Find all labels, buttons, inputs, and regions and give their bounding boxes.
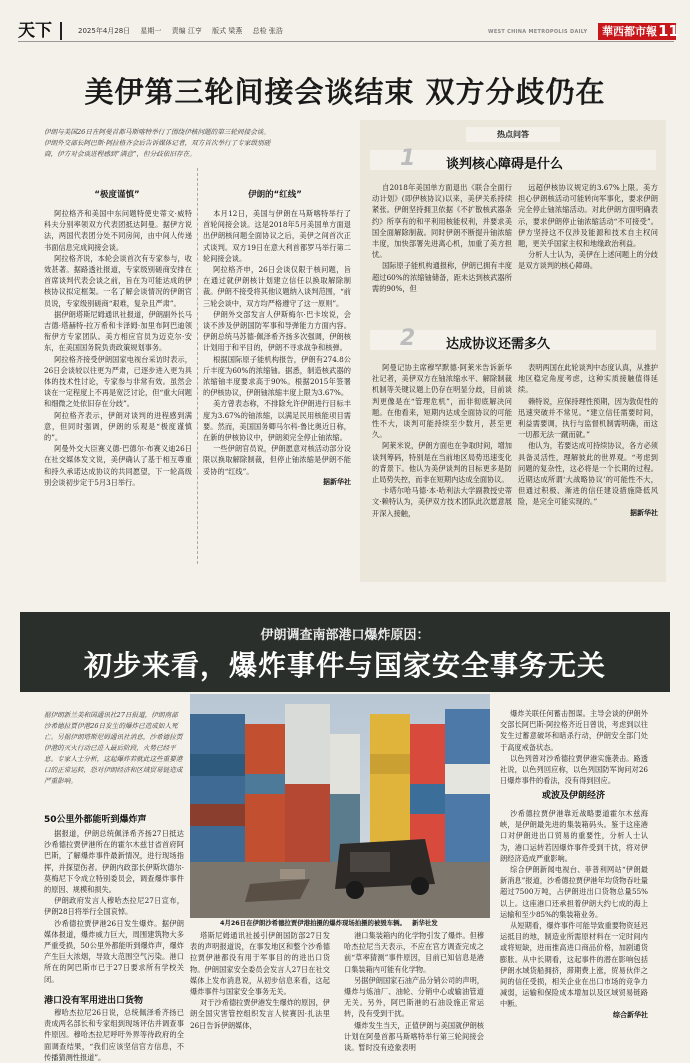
paragraph: 国际原子能机构通报称，伊朗已拥有丰度超过60%的浓缩铀储备，距未达到核武器所需的90%，但 — [372, 261, 512, 293]
paragraph: 以色列曾对沙希德拉贾伊港实施袭击。路透社说，以色列回应称，以色列国防军询问对26日爆炸事件的看法，没有得到回应。 — [500, 753, 648, 786]
paragraph: 另据伊朗国家石油产品分销公司的声明，爆炸与炼油厂、油轮、分销中心或输油管道无关。另外，阿巴斯港的石油设施正常运转，没有受到干扰。 — [344, 975, 484, 1019]
paragraph: 阿拉格齐申，26日会谈仅限于核问题，旨在通过就伊朗核计划建立信任以换取解除制裁。伊朗不接受将其他议题纳入谈判范围，“前三轮会谈中，双方均严格遵守了这一原则”。 — [203, 265, 351, 308]
qa2-title: 达成协议还需多久 — [446, 337, 551, 352]
headline-main: 美伊第三轮间接会谈结束 双方分歧仍在 — [84, 75, 606, 109]
paragraph: 据伊朗塔斯尼姆通讯社报道，伊朗副外长马吉德·塔赫特-拉万希和卡泽姆·加里布阿巴迪领衔伊方专家团队。美方相应官员为迈克尔·安东，在美国国务院负责政策规划事务。 — [44, 309, 192, 353]
qa2-col-a — [372, 362, 512, 519]
qa1-title: 谈判核心障碍是什么 — [446, 157, 564, 172]
paragraph: 赖特说，应保持理性预期，因为敦促性的迅速突破并不常见。“建立信任需要时间，利益需要调，执行与监督机制需明确，而这一切都无法一蹴而就。” — [518, 396, 658, 440]
paragraph: 本月12日，美国与伊朗在马斯喀特举行了首轮间接会谈。这是2018年5月美国单方面退出伊朗核问题全面协议之后，美伊之间首次正式谈判。双方19日在意大利首都罗马举行第二轮间接会谈。 — [203, 209, 351, 263]
paragraph: 阿拉格齐表示，伊朗对谈判的进程感到满意，但同时强调，伊朗的乐观是“极度谨慎的”。 — [44, 410, 192, 443]
col1-subhead: “极度谨慎” — [94, 190, 140, 200]
article2-lead: 据伊朗新兰美和国通讯社27日报道，伊朗南部沙希德拉贾伊港26日发生的爆炸已造成如人死亡。另据伊朗塔斯尼姆通讯社消息，沙希德拉贾伊港的灭火行动已进入最后阶段，火势已经平息。专家人士分析，这起爆炸若就此这些重要港口的正常运转，恐对伊朗经济和区域贸易链造成严重影响。 — [44, 711, 183, 785]
qa1-col-b — [518, 182, 658, 272]
qa1-number: 1 — [400, 146, 416, 171]
article2-col1b — [44, 1007, 184, 1063]
photo-illustration — [190, 694, 490, 918]
article1-col1 — [44, 208, 192, 488]
paragraph: 伊朗政府发言人穆哈杰拉尼27日宣布，伊朗28日将举行全国哀悼。 — [44, 896, 184, 917]
caption-text: 4月26日在伊朗沙希德拉贾伊港拍摄的爆炸现场拍摄的被毁车辆。 — [220, 919, 406, 927]
caption-credit: 新华社发 — [412, 919, 438, 927]
page-header — [18, 21, 679, 42]
column-divider — [197, 168, 198, 564]
byline: 综合新华社 — [613, 1010, 648, 1019]
paragraph: 自2018年美国单方面退出《联合全面行动计划》(即伊核协议)以来，美伊关系持续紧张。伊朗坚持拥卫依据《不扩散核武器条约》所享有的和平利用核能权利，并要求美国全面解除制裁。同时伊朗不断提升铀浓缩丰度，加快部署先进离心机，加重了美方担忧。 — [372, 183, 512, 260]
paragraph: 阿曼外交大臣赛义德·巴德尔·布赛义迪26日在社交媒体发文说，美伊确认了基于相互尊重和持久承诺达成协议的共同愿望，下一轮高级别会谈初步定于5月3日举行。 — [44, 444, 192, 487]
qa-tag: 热点问答 — [466, 127, 560, 142]
blast-scene-photo — [190, 694, 490, 918]
paragraph: 据报道，伊朗总统佩泽希齐扬27日抵达沙希德拉贾伊港所在的霍尔木兹甘省首府阿巴斯，了解爆炸事件最新情况，进行现场指挥，并探望伤者。伊朗内政部长伊斯坎德尔·莫梅尼下令成立特别委员会，调查爆炸事件的原因、规模和损失。 — [44, 829, 184, 895]
headline2-kicker: 伊朗调查南部港口爆炸原因： — [260, 628, 430, 643]
qa2-col-b — [518, 362, 658, 518]
section-name: 天下 — [18, 22, 62, 40]
article2-col3 — [344, 930, 484, 1053]
paragraph: 从短期看，爆炸事件可能导致重要物资延迟运抵目的地，制造业所需原材料在一定时间内或将短缺，进而推高进口商品价格，加剧通货膨胀。从中长期看，这起事件的潜在影响包括伊朗水域货船拥挤，滞期费上涨，贸易伙伴之间的信任受损，相关企业在出口市场的竞争力减弱，运输和保险成本增加以及区域贸易链路中断。 — [500, 921, 648, 1009]
paragraph: 综合伊朗新闻电视台、菲普利网站“伊朗最新消息”报道，沙希德拉贾伊港年均货物吞吐量超过7500万吨，占伊朗进出口货物总量55%以上。这座港口还承担着伊朗大约七成的海上运输和至少85%的集装箱业务。 — [500, 865, 648, 919]
page-number: 11 — [658, 22, 679, 40]
paragraph: 爆炸发生当天，正值伊朗与美国就伊朗核计划在阿曼首都马斯喀特举行第三轮间接会谈。暂时没有迹象表明 — [344, 1020, 484, 1053]
article1-col2 — [203, 208, 351, 487]
article2-subhead-2: 港口没有军用进出口货物 — [44, 996, 144, 1006]
paragraph: 爆炸关联任何蓄击图谋。主导会谈的伊朗外交部长阿巴斯·阿拉格齐近日曾说，考虑到以往发生过蓄意破坏和暗杀行动，伊朗安全部门处于高度戒备状态。 — [500, 709, 648, 752]
article2-col4a — [500, 708, 648, 786]
article2-col4b — [500, 808, 648, 1020]
paragraph: 阿拉格齐和美国中东问题特使史蒂文·威特科夫分别率领双方代表团抵达阿曼。据伊方说法，两国代表团分处不同房间，由中间人传递书面信息完成间接会谈。 — [44, 209, 192, 252]
byline: 据新华社 — [323, 477, 351, 486]
issue-meta — [78, 26, 291, 36]
article2-subhead-1: 50公里外都能听到爆炸声 — [44, 815, 147, 825]
photo-caption — [220, 918, 480, 927]
paragraph: 伊朗外交部发言人伊斯梅尔·巴卡埃说，会谈不涉及伊朗国防军事和导弹能力方面内容。伊朗总统马苏德·佩泽希齐扬多次强调，伊朗核计划用于和平目的，伊朗不寻求战争和核弹。 — [203, 309, 351, 353]
paragraph: 卡塔尔哈马德·本·哈利法大学副教授史蒂文·赖特认为，美伊双方技术团队此次愿意展开深入接触， — [372, 486, 512, 518]
headline2: 初步来看，爆炸事件与国家安全事务无关 — [83, 649, 606, 682]
paragraph: 阿莱米说，伊朗方面也在争取时间，增加谈判筹码，特别是在当前地区局势迅速变化的背景下。他认为美伊谈判的目标更多是防止局势失控，而非在短期内达成全面协议。 — [372, 441, 512, 485]
paragraph: 对于沙希德拉贾伊港发生爆炸的原因，伊朗全国灾害管控组织发言人侯赛因·扎法里26日告诉伊朗媒体， — [190, 998, 330, 1030]
paragraph: 远超伊核协议规定的3.67%上限。美方担心伊朗核活动可能转向军事化，要求伊朗完全停止铀浓缩活动。对此伊朗方面明确表示，要求伊朗停止铀浓缩活动“不可接受”。伊方坚持这不仅涉及能源和技术自主权问题，更关乎国家主权和地缘政治利益。 — [518, 183, 658, 249]
article2-col2 — [190, 930, 330, 1031]
paragraph: 穆哈杰拉尼26日说，总统佩泽希齐扬已责成两名部长和专家组到现场评估并调查事件原因。穆哈杰拉尼呼吁外界等待政府的全面调查结果，“我们应该坚信官方信息，不传播猜测性报道”。 — [44, 1008, 184, 1062]
paragraph: 沙希德拉贾伊港靠近战略要道霍尔木兹海峡，是伊朗最先进的集装箱码头。鉴于这座港口对伊朗进出口贸易的重要性，分析人士认为，港口运转若因爆炸事件受到干扰，将对伊朗经济造成严重影响。 — [500, 809, 648, 863]
paragraph: 分析人士认为，美伊在上述问题上的分歧是双方谈判的核心障碍。 — [518, 250, 658, 271]
paragraph: 阿拉格齐说，本轮会谈首次有专家参与，收效甚著。据路透社报道，专家级别磋商安排在首席谈判代表会谈之前，旨在为可能达成的伊核协议拟定框架。一名了解会谈情况的伊朗官员说，专家级别磋商“艰难，复杂且严肃”。 — [44, 253, 192, 308]
designer-credit: 版式 梁燕 — [212, 27, 243, 35]
col2-subhead: 伊朗的“红线” — [248, 190, 302, 200]
article2-subhead-3: 或波及伊朗经济 — [542, 791, 606, 801]
issue-date: 2025年4月28日 — [78, 27, 131, 35]
proof-credit: 总检 张浩 — [252, 27, 283, 35]
brand-english: WEST CHINA METROPOLIS DAILY — [488, 29, 588, 35]
article2-col1a — [44, 828, 184, 985]
paragraph: 表明两国在此轮谈判中态度认真，从推护地区稳定角度考虑，这种实质接触值得延续。 — [518, 363, 658, 395]
paragraph: 一些伊朗官员说，伊朗愿意对核活动部分设限以换取解除制裁，但停止铀浓缩是伊朗不能妥协的“红线”。 — [203, 444, 351, 476]
byline: 据新华社 — [630, 508, 658, 517]
paragraph: 阿曼记协主席穆罕默德·阿莱米告诉新华社记者，美伊双方在铀浓缩水平、解除制裁机制等关键议题上仍存在明显分歧，目前谈判更像是在“管理危机”，而非彻底解决问题。在他看来，短期内达成全面协议的可能性不大，谈判可能持续至少数月，甚至更久。 — [372, 363, 512, 440]
paragraph: 美方曾表态称，不排除允许伊朗进行目标丰度为3.67%的铀浓缩，以满足民用核能项目需要。然而，美国国务卿马尔科·鲁比奥近日称，在新的伊核协议中，伊朗须完全停止铀浓缩。 — [203, 399, 351, 443]
paragraph: 沙希德拉贾伊港26日发生爆炸。据伊朗媒体报道，爆炸威力巨大，周围建筑物大多严重受损，50公里外都能听到爆炸声，爆炸产生巨大浓烟，导致大范围空气污染。港口所在的阿巴斯市已于27日要求所有学校关闭。 — [44, 918, 184, 984]
brand-logo: 華西都市報 — [598, 23, 661, 40]
qa2-number: 2 — [400, 326, 416, 351]
paragraph: 阿拉格齐接受伊朗国家电视台采访时表示，26日会谈较以往更为严肃，已逐步进入更为具体的技术性讨论，专家参与非常有效。虽然会谈在一定程度上不再是宽泛讨论，但“重大问题和细微之处依旧存在分歧”。 — [44, 354, 192, 409]
paragraph: 塔斯尼姆通讯社援引伊朗国防部27日发表的声明报道说，在事发地区和整个沙希德拉贾伊港都没有用于军事目的的进出口货物。伊朗国家安全委员会发言人27日在社交媒体上发布消息说，从初步信息来看，这起爆炸事件与国家安全事务无关。 — [190, 931, 330, 997]
qa1-col-a — [372, 182, 512, 294]
article1-lead: 伊朗与美国26日在阿曼首都马斯喀特举行了围绕伊核问题的第三轮间接会谈。伊朗外交部长阿巴斯·阿拉格齐会后告诉媒体记者，双方首次举行了专家级别磋商，伊方对会谈进程感到“满意”，但分歧依旧存在。 — [44, 128, 271, 158]
paragraph: 根据国际原子能机构报告，伊朗有274.8公斤丰度为60%的浓缩铀。据悉，制造核武器的浓缩铀丰度要求高于90%。根据2015年签署的伊核协议，伊朗铀浓缩丰度上限为3.67%。 — [203, 354, 351, 398]
issue-weekday: 星期一 — [140, 27, 162, 35]
editor-credit: 责编 江亨 — [171, 27, 202, 35]
paragraph: 港口集装箱内的化学物引发了爆炸。但穆哈杰拉尼当天表示，不应在官方调查完成之前“草率猜测”事件原因，目前已知信息是港口集装箱内可能有化学物。 — [344, 931, 484, 974]
paragraph: 他认为，若要达成可持续协议，各方必须具备灵活性，理解彼此的世界观。“考虑到问题的复杂性，这必将是一个长期的过程。近期达成所谓‘大战略协议’的可能性不大，但通过积极、渐进的信任建设措施降低风险，是完全可能实现的。” — [518, 441, 658, 507]
